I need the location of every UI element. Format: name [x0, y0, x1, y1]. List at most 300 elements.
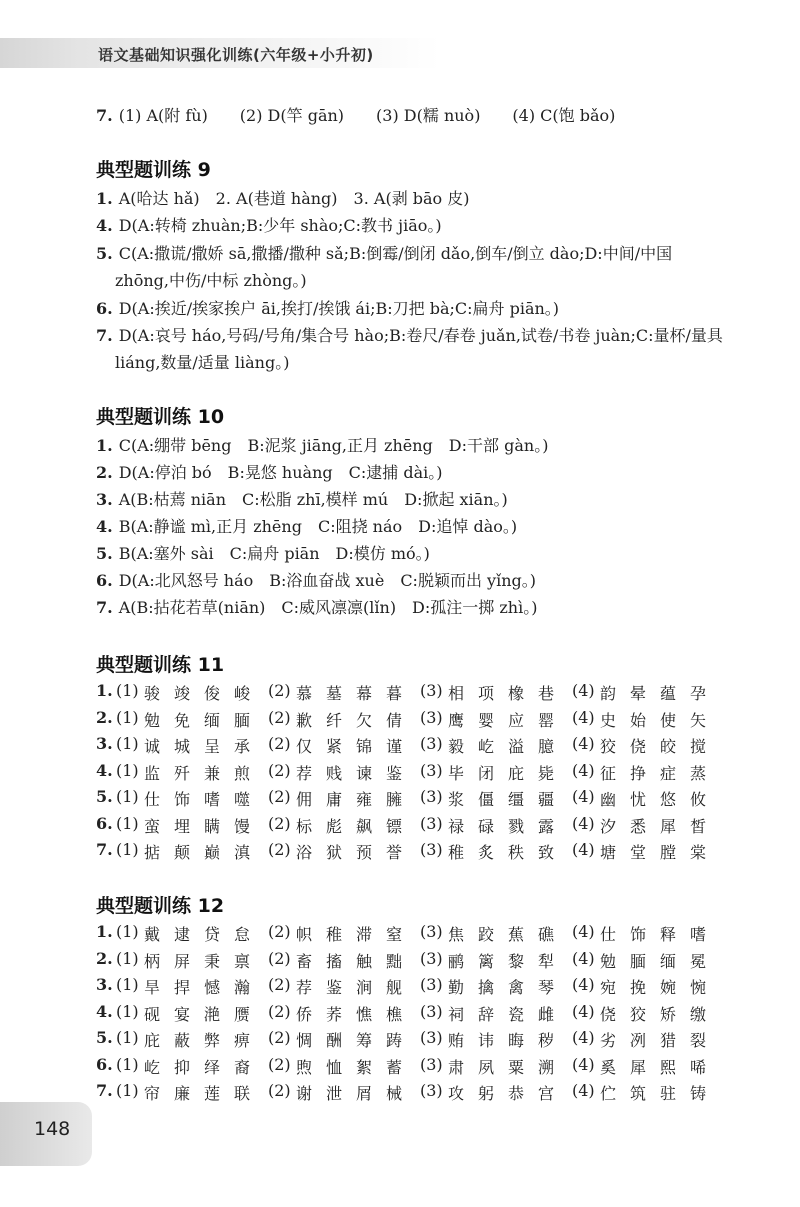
answer-char: 孕 [690, 684, 707, 703]
answer-text: C(A:撒谎/撒娇 sā,撒播/撒种 sǎ;B:倒霉/倒闭 dǎo,倒车/倒立 dào;D:中间/中国 [118, 244, 673, 263]
answer-text: B(A:塞外 sài C:扁舟 piān D:模仿 mó。) [118, 544, 430, 563]
answer-char: 腼 [234, 710, 251, 730]
answer-char: 歼 [174, 763, 191, 783]
group-label: (4) [572, 1028, 595, 1047]
answer-char: 屹 [478, 737, 495, 756]
answer-char: 毅 [448, 737, 465, 756]
answer-char: 荞 [326, 1004, 343, 1024]
answer-char: 碌 [478, 816, 495, 836]
group-label: (1) [116, 1054, 139, 1074]
answer-char: 稚 [326, 925, 343, 944]
group-label: (2) [268, 1081, 291, 1100]
answer-char: 毙 [538, 763, 555, 783]
group-label: (1) [116, 975, 139, 994]
answer-char: 鹂 [448, 951, 465, 971]
answer-char: 庇 [508, 763, 525, 783]
answer-char: 勉 [600, 951, 617, 971]
answer-char: 症 [660, 763, 677, 783]
answer-char: 预 [356, 843, 373, 862]
answer-char: 泄 [326, 1084, 343, 1103]
answer-char: 汐 [600, 816, 617, 836]
section-title: 典型题训练 12 [96, 895, 225, 917]
answer-char: 嗜 [204, 790, 221, 809]
answer-char: 庇 [144, 1031, 161, 1050]
answer-char: 炙 [478, 843, 495, 862]
answer-char: 绎 [204, 1057, 221, 1077]
item-number: 3. [96, 975, 113, 994]
answer-line [96, 323, 723, 346]
answer-char: 城 [174, 737, 191, 756]
answer-char: 唏 [690, 1057, 707, 1077]
answer-char: 搅 [690, 737, 707, 756]
answer-char: 憾 [204, 978, 221, 997]
group-label: (2) [268, 760, 291, 780]
answer-char: 臆 [538, 737, 555, 756]
answer-char: 埋 [174, 816, 191, 836]
item-number: 7. [96, 1081, 113, 1100]
group-label: (3) [420, 813, 443, 833]
group-label: (4) [572, 681, 595, 700]
answer-char: 侥 [600, 1004, 617, 1024]
answer-char: 驻 [660, 1084, 677, 1103]
answer-char: 狡 [600, 737, 617, 756]
answer-char: 蔽 [174, 1031, 191, 1050]
char-row [96, 840, 721, 862]
answer-char: 应 [508, 710, 525, 730]
answer-char: 惆 [296, 1031, 313, 1050]
answer-char: 臃 [386, 790, 403, 809]
group-label: (1) [116, 922, 139, 941]
answer-char: 狡 [630, 1004, 647, 1024]
group-label: (1) [116, 813, 139, 833]
answer-char: 夙 [478, 1057, 495, 1077]
answer-char: 祠 [448, 1004, 465, 1024]
group-label: (1) [116, 760, 139, 780]
item-number: 7. [96, 598, 113, 617]
answer-char: 恭 [508, 1084, 525, 1103]
answer-char: 瓷 [508, 1004, 525, 1024]
group-label: (2) [268, 1028, 291, 1047]
section-title: 典型题训练 9 [96, 159, 211, 181]
answer-char: 溯 [538, 1057, 555, 1077]
answer-char: 酬 [326, 1031, 343, 1050]
answer-char: 惋 [690, 978, 707, 997]
answer-char: 贷 [204, 925, 221, 944]
answer-char: 墓 [326, 684, 343, 703]
answer-char: 礁 [538, 925, 555, 944]
answer-char: 释 [660, 925, 677, 944]
group-label: (2) [268, 948, 291, 968]
answer-char: 涧 [356, 978, 373, 997]
item-number: 7. [96, 326, 113, 345]
answer-char: 稚 [448, 843, 465, 862]
group-label: (3) [420, 1081, 443, 1100]
section-title: 典型题训练 11 [96, 654, 225, 676]
answer-char: 蓄 [386, 1057, 403, 1077]
group-label: (2) [268, 1054, 291, 1074]
answer-char: 铸 [690, 1084, 707, 1103]
page-number: 148 [34, 1118, 71, 1140]
answer-char: 犀 [660, 816, 677, 836]
answer-char: 憔 [356, 1004, 373, 1024]
group-label: (2) [268, 787, 291, 806]
answer-char: 仅 [296, 737, 313, 756]
item-number: 1. [96, 681, 113, 700]
group-label: (3) [420, 681, 443, 700]
group-label: (1) [116, 1081, 139, 1100]
answer-char: 鉴 [326, 978, 343, 997]
answer-char: 晦 [508, 1031, 525, 1050]
answer-text: D(A:哀号 háo,号码/号角/集合号 hào;B:卷尺/春卷 juǎn,试卷/书卷 juàn;C:量杯/量具 [118, 326, 723, 345]
answer-char: 犁 [538, 951, 555, 971]
answer-text: D(A:挨近/挨家挨户 āi,挨打/挨饿 ái;B:刀把 bà;C:扁舟 piān。) [118, 299, 560, 318]
answer-text: A(B:枯蔫 niān C:松脂 zhī,模样 mú D:掀起 xiān。) [118, 490, 508, 509]
answer-char: 贱 [326, 763, 343, 783]
answer-char: 韵 [600, 684, 617, 703]
group-label: (3) [420, 840, 443, 859]
char-row [96, 734, 721, 756]
answer-char: 承 [234, 737, 251, 756]
group-label: (2) [268, 840, 291, 859]
answer-char: 滇 [234, 843, 251, 862]
group-label: (1) [116, 1028, 139, 1047]
item-number: 4. [96, 517, 113, 536]
answer-char: 莲 [204, 1084, 221, 1103]
answer-char: 慕 [296, 684, 313, 703]
answer-text: A(B:拈花若草(niān) C:威风凛凛(lǐn) D:孤注一掷 zhì。) [118, 598, 538, 617]
char-row [96, 708, 721, 730]
answer-char: 鹰 [448, 710, 465, 730]
group-label: (2) [268, 681, 291, 700]
answer-char: 触 [356, 951, 373, 971]
answer-char: 宫 [538, 1084, 555, 1103]
group-label: (2) [268, 922, 291, 941]
answer-char: 械 [386, 1084, 403, 1103]
answer-char: 歉 [296, 710, 313, 730]
answer-char: 柄 [144, 951, 161, 971]
answer-text: zhōng,中伤/中标 zhòng。) [115, 271, 307, 290]
answer-char: 镖 [386, 816, 403, 836]
answer-char: 勤 [448, 978, 465, 997]
answer-char: 婴 [478, 710, 495, 730]
answer-char: 禄 [448, 816, 465, 836]
item-number: 7. [96, 106, 113, 125]
answer-char: 冕 [690, 951, 707, 971]
char-row [96, 761, 721, 783]
answer-char: 宴 [174, 1004, 191, 1024]
answer-char: 皙 [690, 816, 707, 836]
answer-char: 巷 [538, 684, 555, 703]
char-row [96, 1002, 721, 1024]
answer-char: 婉 [660, 978, 677, 997]
answer-char: 免 [174, 710, 191, 730]
answer-char: 峻 [234, 684, 251, 703]
answer-char: 筹 [356, 1031, 373, 1050]
answer-char: 监 [144, 763, 161, 783]
answer-char: 腼 [630, 951, 647, 971]
item-number: 4. [96, 1001, 113, 1021]
answer-char: 缰 [508, 790, 525, 809]
answer-char: 忧 [630, 790, 647, 809]
answer-char: 联 [234, 1084, 251, 1103]
group-label: (3) [420, 1001, 443, 1021]
answer-char: 矫 [660, 1004, 677, 1024]
answer-char: 饰 [630, 925, 647, 944]
group-label: (3) [420, 1028, 443, 1047]
answer-text: (1) A(附 fù) (2) D(竿 gān) (3) D(糯 nuò) (4) C(饱 bǎo) [118, 106, 616, 125]
group-label: (3) [420, 922, 443, 941]
answer-char: 饰 [174, 790, 191, 809]
item-number: 6. [96, 299, 113, 318]
answer-line [96, 213, 442, 236]
item-number: 5. [96, 787, 113, 806]
answer-char: 奚 [600, 1057, 617, 1077]
answer-char: 闭 [478, 763, 495, 783]
item-number: 1. [96, 922, 113, 941]
answer-char: 攸 [690, 790, 707, 809]
group-label: (3) [420, 948, 443, 968]
answer-char: 秩 [508, 843, 525, 862]
group-label: (3) [420, 787, 443, 806]
group-label: (2) [268, 1001, 291, 1021]
group-label: (4) [572, 760, 595, 780]
answer-char: 噬 [234, 790, 251, 809]
answer-char: 嗜 [690, 925, 707, 944]
answer-char: 裂 [690, 1031, 707, 1050]
answer-char: 弊 [204, 1031, 221, 1050]
answer-char: 蛮 [144, 816, 161, 836]
char-row [96, 681, 721, 703]
group-label: (2) [268, 813, 291, 833]
answer-char: 荐 [296, 763, 313, 783]
header-title: 语文基础知识强化训练(六年级+小升初) [98, 46, 374, 64]
item-number: 2. [96, 463, 113, 482]
answer-char: 滞 [356, 925, 373, 944]
answer-char: 谢 [296, 1084, 313, 1103]
answer-char: 冽 [630, 1031, 647, 1050]
answer-char: 筑 [630, 1084, 647, 1103]
answer-char: 狱 [326, 843, 343, 862]
answer-char: 赝 [234, 1004, 251, 1024]
answer-char: 煦 [296, 1057, 313, 1077]
answer-char: 兼 [204, 763, 221, 783]
item-number: 3. [96, 490, 113, 509]
group-label: (1) [116, 840, 139, 859]
answer-char: 荐 [296, 978, 313, 997]
answer-char: 辞 [478, 1004, 495, 1024]
answer-char: 攻 [448, 1084, 465, 1103]
answer-char: 蕉 [508, 925, 525, 944]
answer-char: 棠 [690, 843, 707, 862]
answer-char: 仕 [600, 925, 617, 944]
answer-char: 露 [538, 816, 555, 836]
answer-char: 禽 [508, 978, 525, 997]
group-label: (2) [268, 707, 291, 727]
answer-text: D(A:停泊 bó B:晃悠 huàng C:逮捕 dài。) [118, 463, 443, 482]
answer-char: 帘 [144, 1084, 161, 1103]
answer-char: 滟 [204, 1004, 221, 1024]
answer-char: 粟 [508, 1057, 525, 1077]
answer-line [96, 595, 537, 618]
answer-char: 侨 [296, 1004, 313, 1024]
answer-char: 屏 [174, 951, 191, 971]
item-number: 5. [96, 1028, 113, 1047]
group-label: (3) [420, 1054, 443, 1074]
group-label: (1) [116, 707, 139, 727]
section-title: 典型题训练 10 [96, 406, 225, 428]
answer-line [96, 103, 615, 126]
answer-char: 戴 [144, 925, 161, 944]
answer-char: 缅 [204, 710, 221, 730]
answer-char: 恤 [326, 1057, 343, 1077]
answer-text: liáng,数量/适量 liàng。) [115, 353, 290, 372]
answer-char: 膛 [660, 843, 677, 862]
answer-text: A(哈达 hǎ) 2. A(巷道 hàng) 3. A(剥 bāo 皮) [118, 189, 470, 208]
item-number: 6. [96, 813, 113, 833]
answer-char: 窒 [386, 925, 403, 944]
answer-char: 宛 [600, 978, 617, 997]
answer-char: 熙 [660, 1057, 677, 1077]
answer-char: 雌 [538, 1004, 555, 1024]
answer-char: 勉 [144, 710, 161, 730]
answer-char: 巅 [204, 843, 221, 862]
item-number: 5. [96, 544, 113, 563]
group-label: (4) [572, 1001, 595, 1021]
answer-char: 篱 [478, 951, 495, 971]
item-number: 4. [96, 760, 113, 780]
item-number: 3. [96, 734, 113, 753]
answer-char: 肃 [448, 1057, 465, 1077]
answer-char: 使 [660, 710, 677, 730]
answer-char: 贿 [448, 1031, 465, 1050]
answer-char: 煎 [234, 763, 251, 783]
answer-char: 樵 [386, 1004, 403, 1024]
answer-char: 琴 [538, 978, 555, 997]
group-label: (1) [116, 787, 139, 806]
answer-char: 疆 [538, 790, 555, 809]
answer-char: 跤 [478, 925, 495, 944]
answer-char: 瞒 [204, 816, 221, 836]
answer-char: 骏 [144, 684, 161, 703]
answer-char: 幕 [356, 684, 373, 703]
answer-char: 暮 [386, 684, 403, 703]
answer-char: 堂 [630, 843, 647, 862]
group-label: (2) [268, 734, 291, 753]
answer-line [96, 514, 517, 537]
group-label: (1) [116, 681, 139, 700]
answer-char: 焦 [448, 925, 465, 944]
answer-char: 屑 [356, 1084, 373, 1103]
item-number: 4. [96, 216, 113, 235]
char-row [96, 1081, 721, 1103]
answer-char: 欠 [356, 710, 373, 730]
answer-char: 抑 [174, 1057, 191, 1077]
answer-char: 捍 [174, 978, 191, 997]
item-number: 5. [96, 244, 113, 263]
answer-char: 佣 [296, 790, 313, 809]
answer-char: 蒸 [690, 763, 707, 783]
answer-char: 挽 [630, 978, 647, 997]
answer-text: B(A:静谧 mì,正月 zhēng C:阻挠 náo D:追悼 dào。) [118, 517, 518, 536]
answer-char: 僵 [478, 790, 495, 809]
answer-char: 搐 [326, 951, 343, 971]
answer-char: 擒 [478, 978, 495, 997]
group-label: (4) [572, 813, 595, 833]
answer-char: 掂 [144, 843, 161, 862]
char-row [96, 1028, 721, 1050]
group-label: (1) [116, 1001, 139, 1021]
group-label: (4) [572, 1054, 595, 1074]
item-number: 7. [96, 840, 113, 859]
item-number: 2. [96, 948, 113, 968]
answer-char: 竣 [174, 684, 191, 703]
answer-char: 史 [600, 710, 617, 730]
char-row [96, 787, 721, 809]
answer-char: 挣 [630, 763, 647, 783]
answer-char: 塘 [600, 843, 617, 862]
answer-char: 俊 [204, 684, 221, 703]
char-row [96, 814, 721, 836]
answer-char: 戮 [508, 816, 525, 836]
answer-char: 秉 [204, 951, 221, 971]
answer-char: 飙 [356, 816, 373, 836]
group-label: (4) [572, 975, 595, 994]
answer-char: 谨 [386, 737, 403, 756]
group-label: (1) [116, 734, 139, 753]
answer-char: 馒 [234, 816, 251, 836]
answer-char: 锦 [356, 737, 373, 756]
answer-text: D(A:北风怒号 háo B:浴血奋战 xuè C:脱颖而出 yǐng。) [118, 571, 536, 590]
answer-char: 罂 [538, 710, 555, 730]
answer-char: 瀚 [234, 978, 251, 997]
answer-char: 痹 [234, 1031, 251, 1050]
answer-char: 紧 [326, 737, 343, 756]
char-row [96, 922, 721, 944]
answer-char: 诚 [144, 737, 161, 756]
answer-char: 侥 [630, 737, 647, 756]
answer-char: 伫 [600, 1084, 617, 1103]
answer-char: 致 [538, 843, 555, 862]
answer-char: 躬 [478, 1084, 495, 1103]
group-label: (3) [420, 760, 443, 780]
answer-char: 矢 [690, 710, 707, 730]
answer-char: 讳 [478, 1031, 495, 1050]
answer-char: 絮 [356, 1057, 373, 1077]
answer-char: 项 [478, 684, 495, 703]
answer-char: 秽 [538, 1031, 555, 1050]
answer-char: 纤 [326, 710, 343, 730]
answer-char: 仕 [144, 790, 161, 809]
group-label: (4) [572, 787, 595, 806]
item-number: 6. [96, 1054, 113, 1074]
answer-char: 鉴 [386, 763, 403, 783]
char-row [96, 949, 721, 971]
group-label: (4) [572, 707, 595, 727]
answer-char: 悠 [660, 790, 677, 809]
answer-char: 相 [448, 684, 465, 703]
answer-char: 廉 [174, 1084, 191, 1103]
answer-char: 帜 [296, 925, 313, 944]
answer-line [96, 568, 536, 591]
answer-char: 庸 [326, 790, 343, 809]
group-label: (2) [268, 975, 291, 994]
answer-char: 谏 [356, 763, 373, 783]
answer-char: 禀 [234, 951, 251, 971]
answer-line [96, 433, 548, 456]
char-row [96, 975, 721, 997]
answer-char: 犀 [630, 1057, 647, 1077]
answer-char: 旱 [144, 978, 161, 997]
